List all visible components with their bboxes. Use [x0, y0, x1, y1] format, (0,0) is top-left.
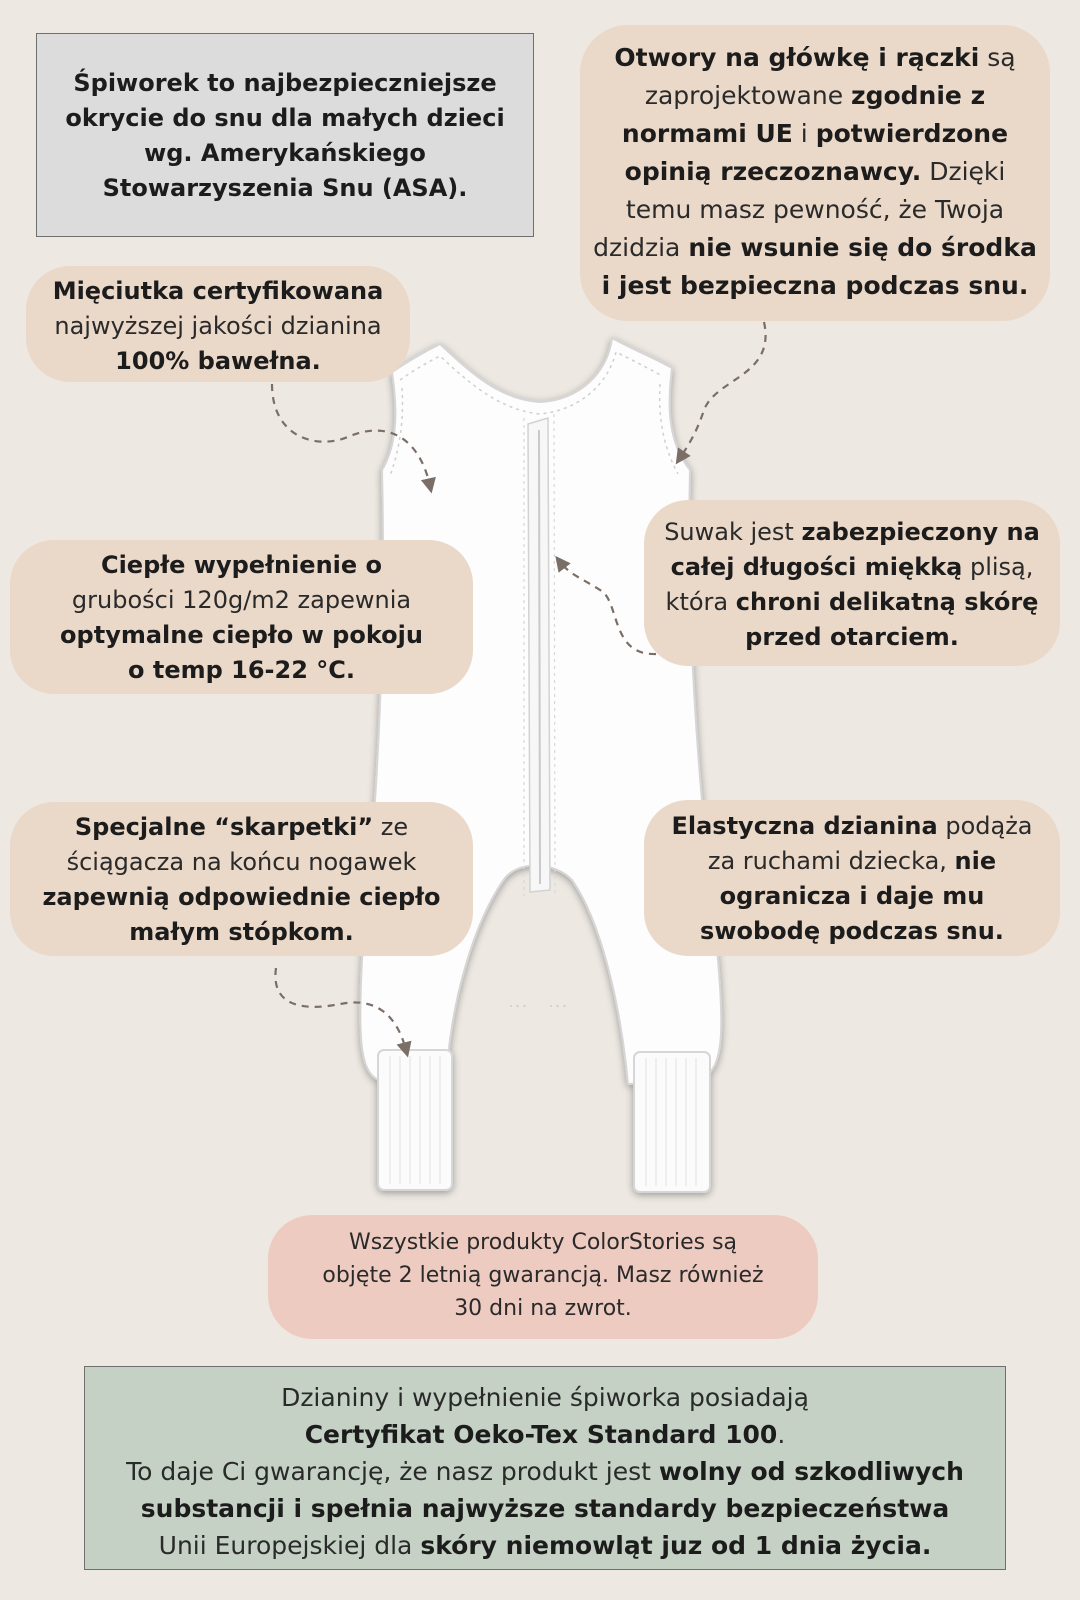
openings-line-2: zaprojektowane zgodnie z	[644, 81, 986, 110]
warmth-line-3: optymalne ciepło w pokoju	[60, 621, 423, 649]
elastic-line-4: swobodę podczas snu.	[700, 917, 1004, 945]
zipper-line-2: całej długości miękką plisą,	[670, 553, 1034, 581]
warmth-line-4: o temp 16-22 °C.	[128, 656, 355, 684]
socks-line-1: Specjalne “skarpetki” ze	[74, 813, 409, 841]
asa-safety-note	[36, 33, 534, 237]
cert-line-1: Dzianiny i wypełnienie śpiworka posiadają	[281, 1383, 809, 1412]
socks-line-3: zapewnią odpowiednie ciepło	[42, 883, 441, 911]
cotton-line-1: Mięciutka certyfikowana	[52, 277, 384, 305]
asa-line-2: okrycie do snu dla małych dzieci	[65, 104, 505, 132]
zipper-line-1: Suwak jest zabezpieczony na	[664, 518, 1040, 546]
cotton-line-2: najwyższej jakości dzianina	[54, 312, 382, 340]
cert-line-2: Certyfikat Oeko-Tex Standard 100.	[304, 1420, 786, 1449]
elastic-line-1: Elastyczna dzianina podąża	[671, 812, 1033, 840]
zipper-note	[644, 500, 1060, 666]
warmth-line-1: Ciepłe wypełnienie o	[100, 551, 383, 579]
zipper-line-3: która chroni delikatną skórę	[665, 588, 1039, 616]
asa-line-1: Śpiworek to najbezpieczniejsze	[73, 69, 497, 97]
zipper-line-4: przed otarciem.	[745, 623, 959, 651]
openings-line-3: normami UE i potwierdzone	[621, 119, 1009, 148]
elastic-line-2: za ruchami dziecka, nie	[707, 847, 997, 875]
openings-line-6: dzidzia nie wsunie się do środka	[593, 233, 1037, 262]
arrow-neck	[680, 322, 766, 458]
openings-line-1: Otwory na główkę i rączki są	[614, 43, 1016, 72]
warranty-line-1: Wszystkie produkty ColorStories są	[348, 1230, 738, 1255]
elastic-knit-note	[644, 800, 1060, 956]
cotton-line-3: 100% bawełna.	[115, 347, 321, 375]
warranty-note	[268, 1215, 818, 1339]
oeko-tex-certificate-note	[84, 1366, 1006, 1570]
asa-line-4: Stowarzyszenia Snu (ASA).	[102, 174, 468, 202]
warmth-note	[10, 540, 473, 694]
neck-arm-openings-note	[580, 25, 1050, 321]
cotton-note	[26, 266, 410, 382]
openings-line-4: opinią rzeczoznawcy. Dzięki	[624, 157, 1006, 186]
openings-line-5: temu masz pewność, że Twoja	[625, 195, 1005, 224]
cert-line-3: To daje Ci gwarancję, że nasz produkt jest wolny od szkodliwych	[126, 1457, 964, 1486]
warranty-line-2: objęte 2 letnią gwarancją. Masz również	[322, 1263, 764, 1288]
warmth-line-2: grubości 120g/m2 zapewnia	[71, 586, 412, 614]
cert-line-5: Unii Europejskiej dla skóry niemowląt juz od 1 dnia życia.	[158, 1531, 932, 1560]
openings-line-7: i jest bezpieczna podczas snu.	[601, 271, 1029, 300]
socks-line-2: ściągacza na końcu nogawek	[66, 848, 417, 876]
elastic-line-3: ogranicza i daje mu	[719, 882, 985, 910]
socks-line-4: małym stópkom.	[129, 918, 354, 946]
socks-note	[10, 802, 473, 956]
cert-line-4: substancji i spełnia najwyższe standardy bezpieczeństwa	[140, 1494, 950, 1523]
asa-line-3: wg. Amerykańskiego	[144, 139, 426, 167]
warranty-line-3: 30 dni na zwrot.	[454, 1296, 632, 1321]
